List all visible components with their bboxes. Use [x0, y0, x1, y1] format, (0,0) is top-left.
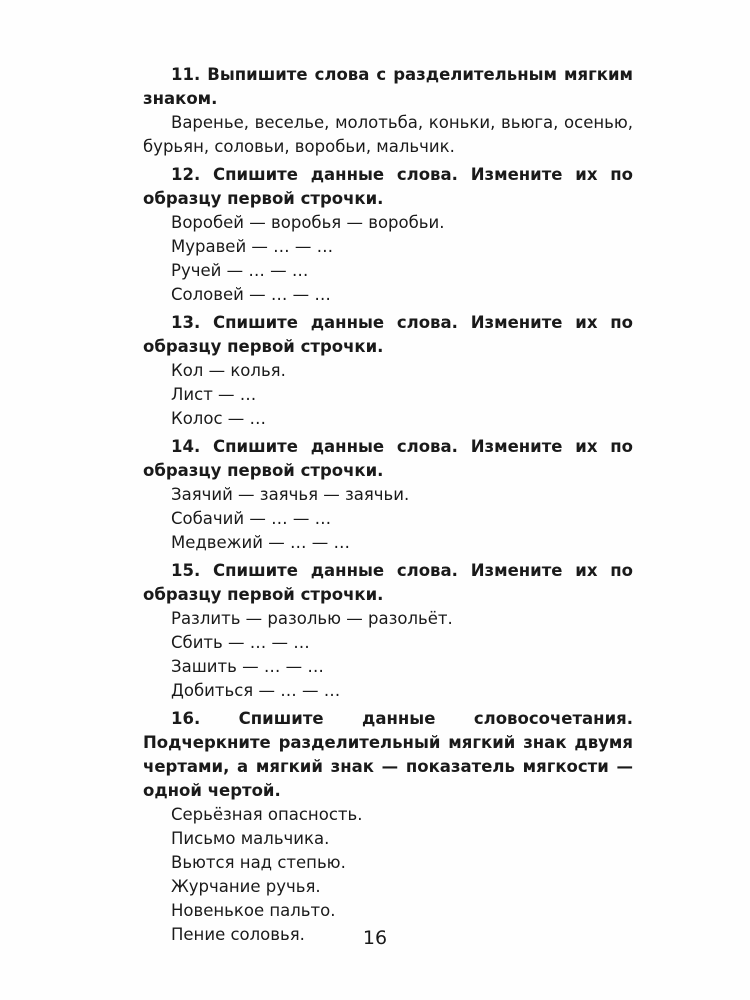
task-16: [143, 707, 633, 947]
task-heading: 14. Спишите данные слова. Измените их по образцу первой строчки.: [143, 437, 633, 480]
task-line: Муравей — … — …: [171, 237, 334, 256]
task-line: Письмо мальчика.: [171, 829, 330, 848]
task-15: [143, 559, 633, 703]
task-line: Воробей — воробья — воробьи.: [171, 213, 445, 232]
task-line: Зашить — … — …: [171, 657, 324, 676]
task-line: Заячий — заячья — заячьи.: [171, 485, 410, 504]
task-11: [143, 63, 633, 159]
task-14: [143, 435, 633, 555]
task-heading: 12. Спишите данные слова. Измените их по образцу первой строчки.: [143, 165, 633, 208]
task-line: Колос — …: [171, 409, 267, 428]
task-heading: 11. Выпишите слова с разделительным мягким знаком.: [143, 65, 633, 108]
task-line: Добиться — … — …: [171, 681, 341, 700]
task-line: Вьются над степью.: [171, 853, 346, 872]
page-content: [143, 63, 633, 951]
task-line: Медвежий — … — …: [171, 533, 350, 552]
task-line: Собачий — … — …: [171, 509, 332, 528]
task-line: Соловей — … — …: [171, 285, 331, 304]
task-line: Лист — …: [171, 385, 257, 404]
task-paragraph: Варенье, веселье, молотьба, коньки, вьюга, осенью, бурьян, соловьи, воробьи, мальчик.: [143, 113, 633, 156]
task-12: [143, 163, 633, 307]
task-line: Кол — колья.: [171, 361, 286, 380]
task-heading: 15. Спишите данные слова. Измените их по образцу первой строчки.: [143, 561, 633, 604]
task-line: Ручей — … — …: [171, 261, 309, 280]
task-heading: 13. Спишите данные слова. Измените их по образцу первой строчки.: [143, 313, 633, 356]
task-line: Новенькое пальто.: [171, 901, 336, 920]
task-line: Разлить — разолью — разольёт.: [171, 609, 453, 628]
page-number: 16: [362, 927, 388, 949]
task-line: Журчание ручья.: [171, 877, 321, 896]
task-13: [143, 311, 633, 431]
task-heading: 16. Спишите данные словосочетания. Подчеркните разделительный мягкий знак двумя чертами, а мягкий знак — показатель мягкости — одной чертой.: [143, 709, 633, 800]
task-line: Сбить — … — …: [171, 633, 310, 652]
task-line: Пение соловья.: [171, 925, 305, 944]
task-line: Серьёзная опасность.: [171, 805, 363, 824]
